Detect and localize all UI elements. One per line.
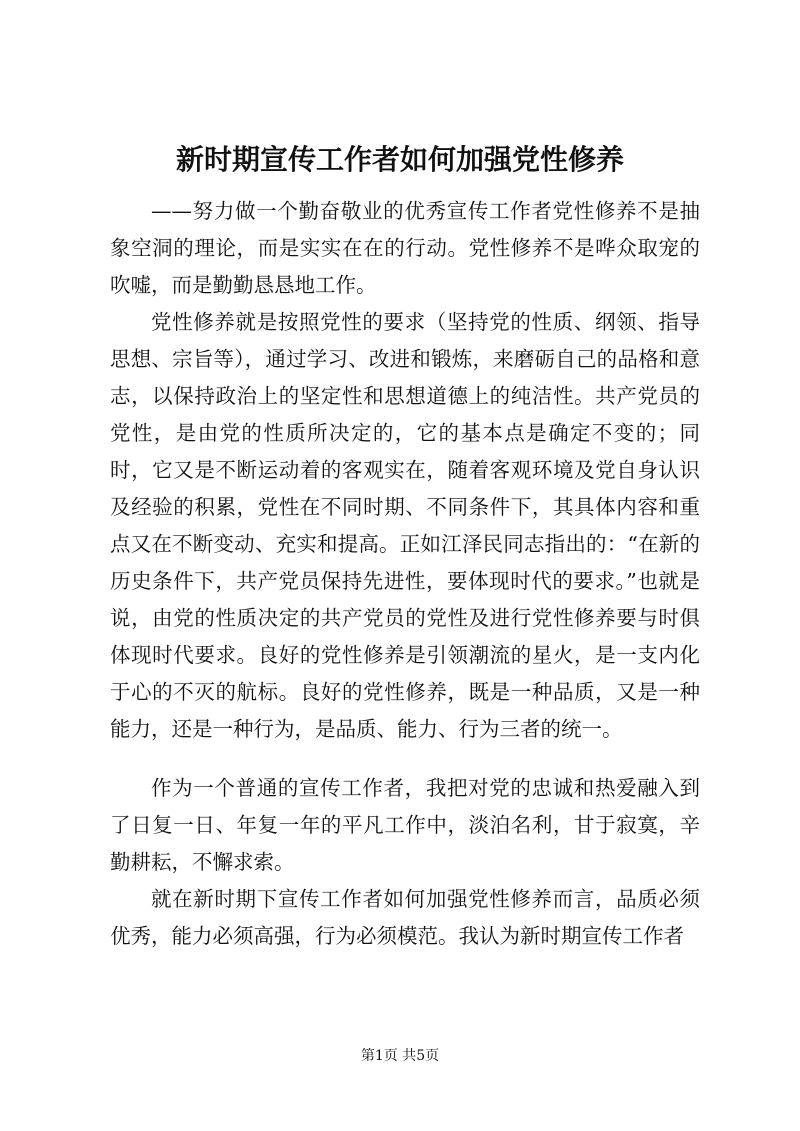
paragraph-2: 党性修养就是按照党性的要求（坚持党的性质、纲领、指导思想、宗旨等），通过学习、改进和锻炼，来磨砺自己的品格和意志，以保持政治上的坚定性和思想道德上的纯洁性。共产党员的党性，是由党的性质所决定的，它的基本点是确定不变的；同时，它又是不断运动着的客观实在，随着客观环境及党自身认识及经验的积累，党性在不同时期、不同条件下，其具体内容和重点又在不断变动、充实和提高。正如江泽民同志指出的：“在新的历史条件下，共产党员保持先进性，要体现时代的要求。”也就是说，由党的性质决定的共产党员的党性及进行党性修养要与时俱体现时代要求。良好的党性修养是引领潮流的星火，是一支内化于心的不灭的航标。良好的党性修养，既是一种品质，又是一种能力，还是一种行为，是品质、能力、行为三者的统一。 [110,310,700,741]
page-footer: 第1页 共5页 [360,1048,440,1064]
paragraph-3: 作为一个普通的宣传工作者，我把对党的忠诚和热爱融入到了日复一日、年复一年的平凡工作中，淡泊名利，甘于寂寞，辛勤耕耘，不懈求索。 [110,776,700,874]
paragraph-1: ——努力做一个勤奋敬业的优秀宣传工作者党性修养不是抽象空洞的理论，而是实实在在的行动。党性修养不是哗众取宠的吹嘘，而是勤勤恳恳地工作。 [110,199,700,297]
document-title: 新时期宣传工作者如何加强党性修养 [175,143,624,176]
paragraph-4: 就在新时期下宣传工作者如何加强党性修养而言，品质必须优秀，能力必须高强，行为必须模范。我认为新时期宣传工作者 [110,887,700,948]
